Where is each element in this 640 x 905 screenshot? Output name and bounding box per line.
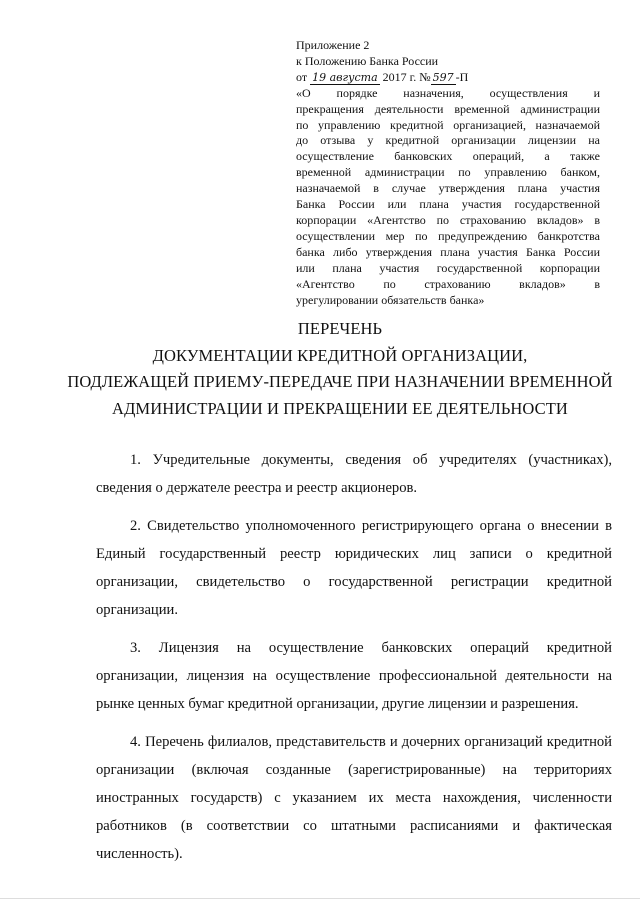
appendix-regulation-ref: к Положению Банка России [296,53,439,68]
appendix-header [296,38,600,308]
regulation-line: до отзыва у кредитной организации лицензии на [296,133,600,148]
regulation-line: осуществление банковских операций, а также [296,149,600,164]
title-line: ПЕРЕЧЕНЬ [297,319,383,338]
regulation-line: по управлению кредитной организацией, назначаемой [296,117,600,132]
regulation-line: прекращения деятельности временной администрации [296,101,600,116]
number-suffix: -П [455,69,469,84]
date-year: 2017 г. № [382,69,431,84]
handwritten-number: 597 [432,70,454,84]
regulation-line: «О порядке назначения, осуществления и [296,85,600,100]
regulation-line: временной администрации по управлению банком, [296,165,600,180]
title-line: ПОДЛЕЖАЩЕЙ ПРИЕМУ-ПЕРЕДАЧЕ ПРИ НАЗНАЧЕНИИ ВРЕМЕННОЙ [67,372,613,391]
date-prefix: от [296,69,308,84]
page-edge [0,898,640,899]
regulation-line: «Агентство по страхованию вкладов» в [296,276,600,291]
regulation-line: назначаемой в случае утверждения плана участия [296,181,600,196]
list-item: 2. Свидетельство уполномоченного регистрирующего органа о внесении в Единый государственный реестр юридических лиц записи о кредитной организации, свидетельство о государственной регистрации кредитной организации. [96,518,612,618]
list-item: 1. Учредительные документы, сведения об учредителях (участниках), сведения о держателе реестра и реестр акционеров. [96,452,612,496]
appendix-date-number [296,70,600,86]
regulation-line: корпорации «Агентство по страхованию вкладов» в [296,212,600,227]
list-item: 4. Перечень филиалов, представительств и дочерних организаций кредитной организации (включая созданные (зарегистрированные) на территориях иностранных государств) с указанием их места нахождения, численности работников (в соответствии со штатными расписаниями и фактическая численность). [96,734,612,862]
regulation-line: банка либо утверждения плана участия Банка России [296,244,600,259]
list-item: 3. Лицензия на осуществление банковских операций кредитной организации, лицензия на осуществление профессиональной деятельности на рынке ценных бумаг кредитной организации, другие лицензии и разрешения. [96,640,612,712]
document-body [96,446,612,878]
regulation-line: осуществлении мер по предупреждению банкротства [296,228,600,243]
title-line: АДМИНИСТРАЦИИ И ПРЕКРАЩЕНИИ ЕЕ ДЕЯТЕЛЬНОСТИ [112,398,568,418]
regulation-line: или плана участия государственной корпорации [296,260,600,275]
handwritten-date: 19 августа [312,70,378,84]
appendix-number: Приложение 2 [296,38,370,52]
document-title [60,316,620,422]
regulation-line: Банка России или плана участия государственной [296,197,600,212]
regulation-line: урегулировании обязательств банка» [296,292,485,307]
title-line: ДОКУМЕНТАЦИИ КРЕДИТНОЙ ОРГАНИЗАЦИИ, [152,345,528,365]
